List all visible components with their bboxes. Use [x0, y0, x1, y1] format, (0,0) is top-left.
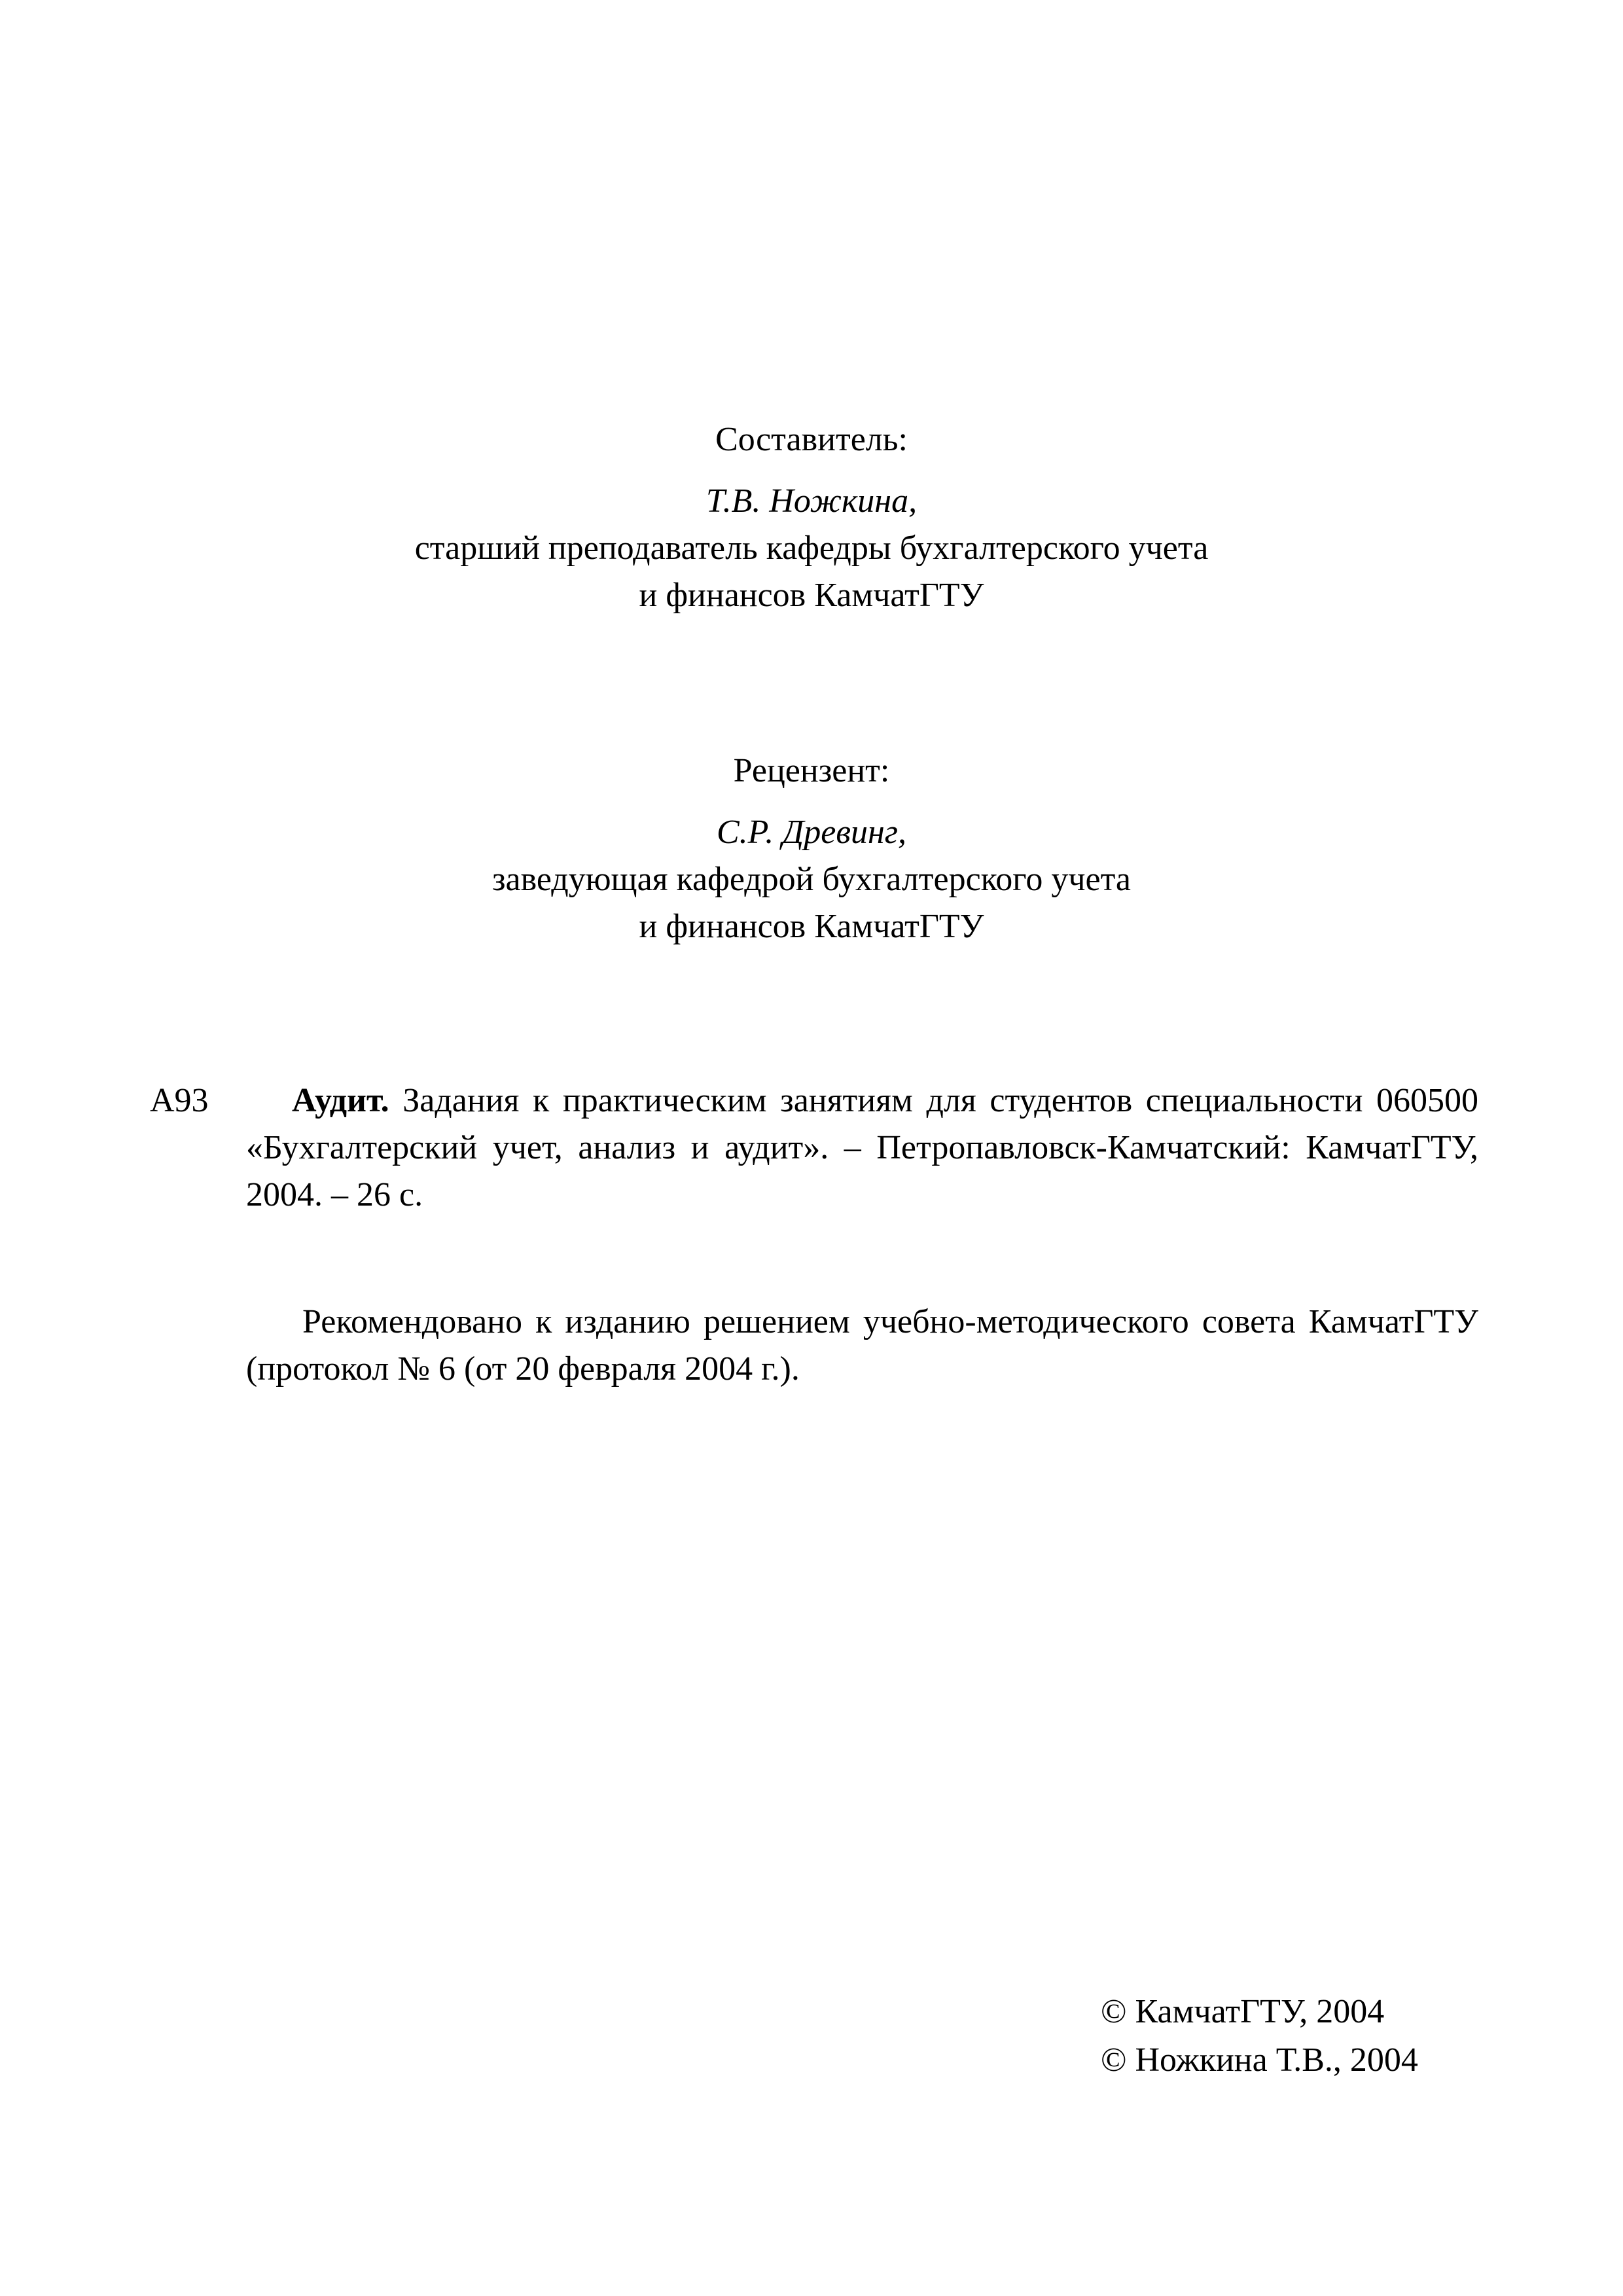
reviewer-section: [0, 747, 1623, 950]
bibliographic-title: Аудит.: [292, 1082, 389, 1119]
copyright-block: [1101, 1988, 1418, 2085]
copyright-author: © Ножкина Т.В., 2004: [1101, 2041, 1418, 2079]
copyright-university: © КамчатГТУ, 2004: [1101, 1993, 1385, 2030]
reviewer-position-line2: и финансов КамчатГТУ: [639, 908, 984, 945]
compiler-name: Т.В. Ножкина,: [705, 482, 918, 520]
reviewer-position-line1: заведующая кафедрой бухгалтерского учета: [491, 861, 1132, 898]
reviewer-heading: Рецензент:: [733, 752, 890, 789]
reviewer-name: С.Р. Древинг,: [716, 814, 907, 851]
compiler-position-line2: и финансов КамчатГТУ: [639, 577, 984, 614]
bibliographic-details: Задания к практическим занятиям для студентов специальности 060500 «Бухгалтерский учет, анализ и аудит». – Петропавловск-Камчатский: КамчатГТУ, 2004. – 26 с.: [246, 1082, 1479, 1213]
bibliographic-description: [246, 1077, 1478, 1219]
compiler-heading: Составитель:: [715, 421, 908, 458]
compiler-position-line1: старший преподаватель кафедры бухгалтерского учета: [414, 529, 1209, 567]
publication-recommendation: Рекомендовано к изданию решением учебно-методического совета КамчатГТУ (протокол № 6 (от 20 февраля 2004 г.).: [246, 1303, 1478, 1388]
library-index: А93: [150, 1082, 209, 1119]
compiler-section: [0, 416, 1623, 619]
